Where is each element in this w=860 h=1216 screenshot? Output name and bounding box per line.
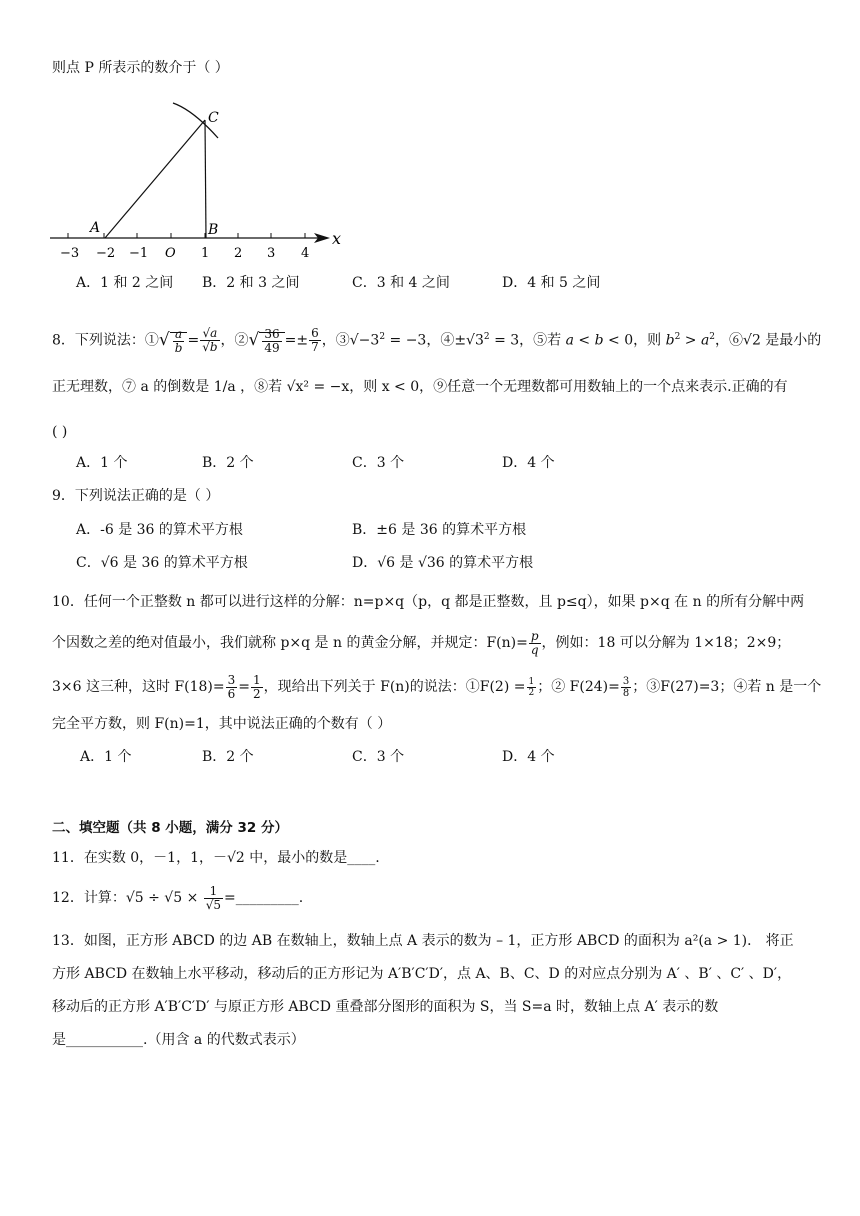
- q8-option-d: D．4 个: [502, 455, 555, 471]
- q13-line1: 13．如图，正方形 ABCD 的边 AB 在数轴上，数轴上点 A 表示的数为 – 1，正方形 ABCD 的面积为 a²(a > 1)． 将正: [52, 933, 794, 949]
- q10-line1: 10．任何一个正整数 n 都可以进行这样的分解：n=p×q（p，q 都是正整数，且 p≤q），如果 p×q 在 n 的所有分解中两: [52, 594, 805, 610]
- q9-option-a: A．-6 是 36 的算术平方根: [76, 522, 243, 538]
- q11-text: 11．在实数 0，－1，1，－√2 中，最小的数是____.: [52, 850, 380, 866]
- q7-option-d: D．4 和 5 之间: [502, 275, 601, 291]
- q12-line: 12．计算：√5 ÷ √5 × $\frac{1}{√5}$ =_________.: [52, 883, 304, 912]
- q10-line2-a: 个因数之差的绝对值最小，我们就称 p×q 是 n 的黄金分解，并规定：F(n)=: [52, 635, 528, 651]
- tick-label: −3: [60, 246, 80, 261]
- q7-option-a: A．1 和 2 之间: [76, 275, 174, 291]
- point-b-label: B: [208, 222, 219, 238]
- point-a-label: A: [90, 220, 101, 236]
- q8-option-a: A．1 个: [76, 455, 128, 471]
- q10-line4: 完全平方数，则 F(n)=1，其中说法正确的个数有（ ）: [52, 716, 392, 732]
- section-heading: 二、填空题（共 8 小题，满分 32 分）: [52, 820, 288, 836]
- tick-label: 2: [234, 246, 243, 261]
- point-c-label: C: [208, 110, 219, 126]
- q10-line3-d: ；③F(27)=3；④若 n 是一个: [632, 679, 822, 695]
- number-line-figure: [48, 98, 348, 263]
- q10-line3-a: 3×6 这三种，这时 F(18)=: [52, 679, 225, 695]
- q10-line2: 个因数之差的绝对值最小，我们就称 p×q 是 n 的黄金分解，并规定：F(n)= $\frac{p}{q}$ ，例如：18 可以分解为 1×18；2×9；: [52, 628, 791, 657]
- q8-option-b: B．2 个: [202, 455, 254, 471]
- q10-option-a: A．1 个: [80, 749, 132, 765]
- q13-line4: 是___________.（用含 a 的代数式表示）: [52, 1032, 305, 1048]
- q12-prefix: 12．计算：: [52, 890, 126, 906]
- q10-line2-b: ，例如：18 可以分解为 1×18；2×9；: [541, 635, 791, 651]
- q10-line3-c: ；② F(24)=: [537, 679, 620, 695]
- q7-option-b: B．2 和 3 之间: [202, 275, 300, 291]
- tick-label: −2: [96, 246, 116, 261]
- tick-label: −1: [129, 246, 149, 261]
- q9-option-b: B．±6 是 36 的算术平方根: [352, 522, 527, 538]
- q9-option-d: D．√6 是 √36 的算术平方根: [352, 555, 534, 571]
- q10-option-b: B．2 个: [202, 749, 254, 765]
- q8-line2: 正无理数，⑦ a 的倒数是 1/a ，⑧若 √x² = −x，则 x < 0，⑨任意一个无理数都可用数轴上的一个点来表示.正确的有: [52, 379, 788, 395]
- tick-label: O: [165, 246, 176, 261]
- q9-stem: 9．下列说法正确的是（ ）: [52, 488, 220, 504]
- q10-line3-b: ，现给出下列关于 F(n)的说法：①F(2) =: [263, 679, 526, 695]
- q13-line3: 移动后的正方形 A′B′C′D′ 与原正方形 ABCD 重叠部分图形的面积为 S，当 S=a 时，数轴上点 A′ 表示的数: [52, 999, 719, 1015]
- q8-option-c: C．3 个: [352, 455, 405, 471]
- q8-paren: ( ): [52, 424, 68, 440]
- q12-suffix: =_________.: [224, 890, 304, 906]
- q10-line3: 3×6 这三种，这时 F(18)= $\frac{3}{6}$ = $\frac{1}{2}$ ，现给出下列关于 F(n)的说法：①F(2) = $\frac{1}{2}$ ；② F(24)= $\frac{3}{8}$ ；③F(27)=3；④若 n 是一个: [52, 672, 822, 701]
- tick-label: 3: [267, 246, 276, 261]
- tick-label: 4: [301, 246, 310, 261]
- q8-number: 8．下列说法：: [52, 332, 145, 349]
- q10-option-c: C．3 个: [352, 749, 405, 765]
- q7-text: 则点 P 所表示的数介于（ ）: [52, 60, 229, 76]
- axis-x-label: x: [332, 229, 342, 248]
- q13-line2: 方形 ABCD 在数轴上水平移动，移动后的正方形记为 A′B′C′D′，点 A、B、C、D 的对应点分别为 A′ 、B′ 、C′ 、D′，: [52, 966, 792, 982]
- q9-option-c: C．√6 是 36 的算术平方根: [76, 555, 248, 571]
- q7-option-c: C．3 和 4 之间: [352, 275, 450, 291]
- tick-label: 1: [201, 246, 210, 261]
- q8-line1: 8．下列说法：①√ $\frac{a}{b}$ = $\frac{√a}{√b}$ ，②√ $\frac{36}{49}$ =± $\frac{6}{7}$ ，$③√-3^2 = -3$，$④\pm√3^2 = 3$，⑤若 a < b < 0，则 $b^2 > a^2$，⑥√2 是最小的: [52, 326, 822, 355]
- q10-option-d: D．4 个: [502, 749, 555, 765]
